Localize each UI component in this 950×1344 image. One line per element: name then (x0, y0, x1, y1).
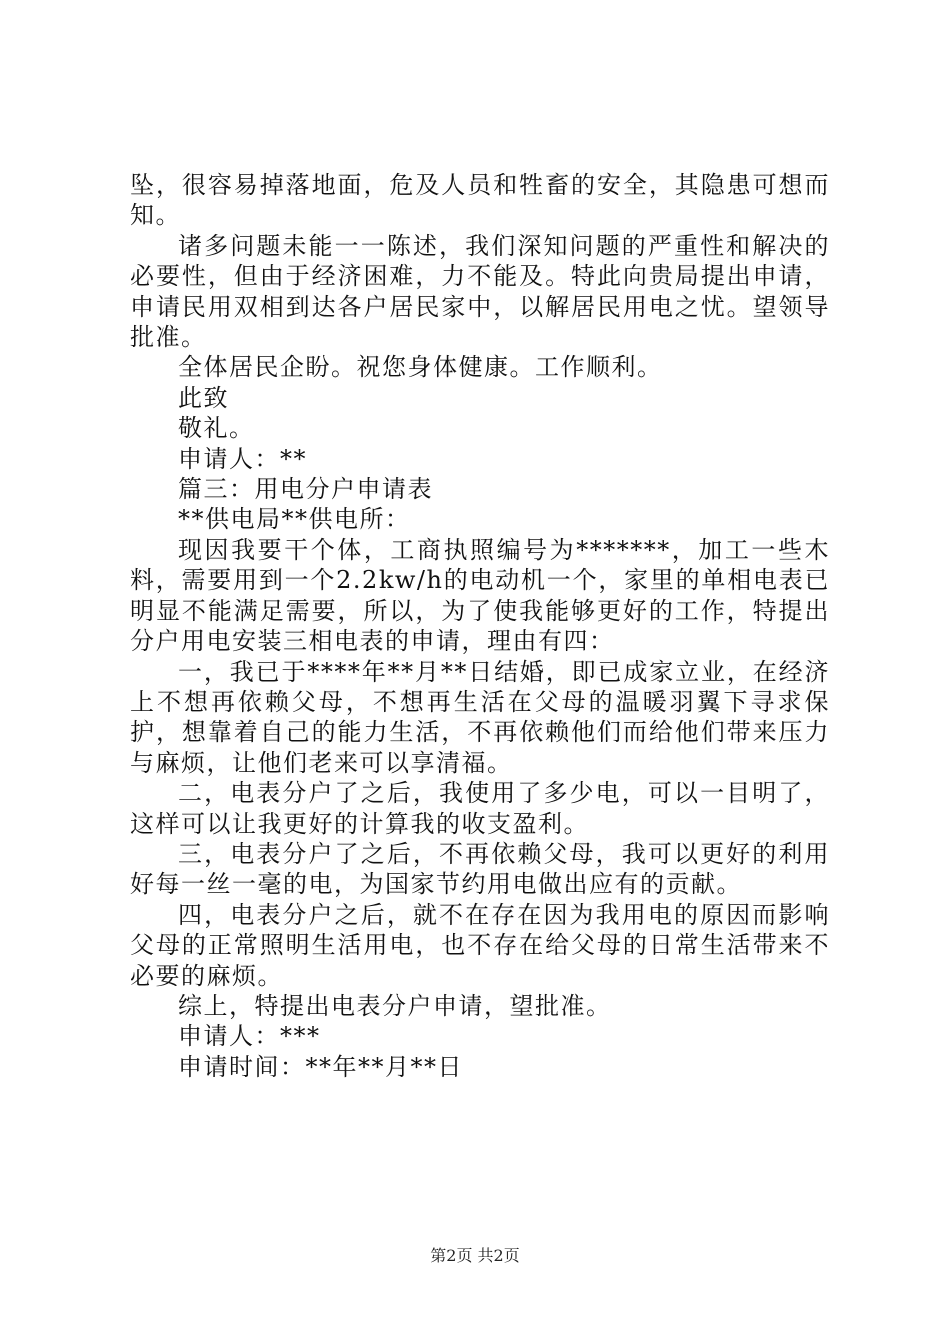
paragraph-reason-2: 二，电表分户了之后，我使用了多少电，可以一目明了，这样可以让我更好的计算我的收支盈利。 (130, 779, 830, 838)
document-body (130, 170, 830, 1082)
paragraph-reason-4: 四，电表分户之后，就不在存在因为我用电的原因而影响父母的正常照明生活用电，也不存在给父母的日常生活带来不必要的麻烦。 (130, 900, 830, 990)
paragraph-request-reason: 诸多问题未能一一陈述，我们深知问题的严重性和解决的必要性，但由于经济困难，力不能及。特此向贵局提出申请，申请民用双相到达各户居民家中，以解居民用电之忧。望领导批准。 (130, 231, 830, 352)
closing-regards: 敬礼。 (178, 414, 255, 443)
section-title: 篇三：用电分户申请表 (178, 475, 433, 504)
paragraph-reason-1: 一，我已于****年**月**日结婚，即已成家立业，在经济上不想再依赖父母，不想再生活在父母的温暖羽翼下寻求保护，想靠着自己的能力生活，不再依赖他们而给他们带来压力与麻烦，让他们老来可以享清福。 (130, 657, 830, 777)
paragraph-hazard-conclusion: 坠，很容易掉落地面，危及人员和牲畜的安全，其隐患可想而知。 (130, 171, 830, 230)
application-date: 申请时间：**年**月**日 (178, 1052, 463, 1081)
applicant-line: 申请人：** (178, 444, 307, 473)
page-number-footer: 第2页 共2页 (430, 1246, 520, 1265)
addressee-line: **供电局**供电所： (178, 505, 411, 534)
closing-salutation: 此致 (178, 383, 229, 412)
applicant-signature: 申请人：*** (178, 1022, 321, 1051)
paragraph-summary: 综上，特提出电表分户申请，望批准。 (178, 991, 612, 1020)
paragraph-reason-3: 三，电表分户了之后，不再依赖父母，我可以更好的利用好每一丝一毫的电，为国家节约用电做出应有的贡献。 (130, 839, 830, 899)
paragraph-wishes: 全体居民企盼。祝您身体健康。工作顺利。 (178, 353, 663, 382)
paragraph-intro: 现因我要干个体，工商执照编号为*******，加工一些木料，需要用到一个2.2kw/h的电动机一个，家里的单相电表已明显不能满足需要，所以，为了使我能够更好的工作，特提出分户用电安装三相电表的申请，理由有四： (130, 535, 830, 656)
